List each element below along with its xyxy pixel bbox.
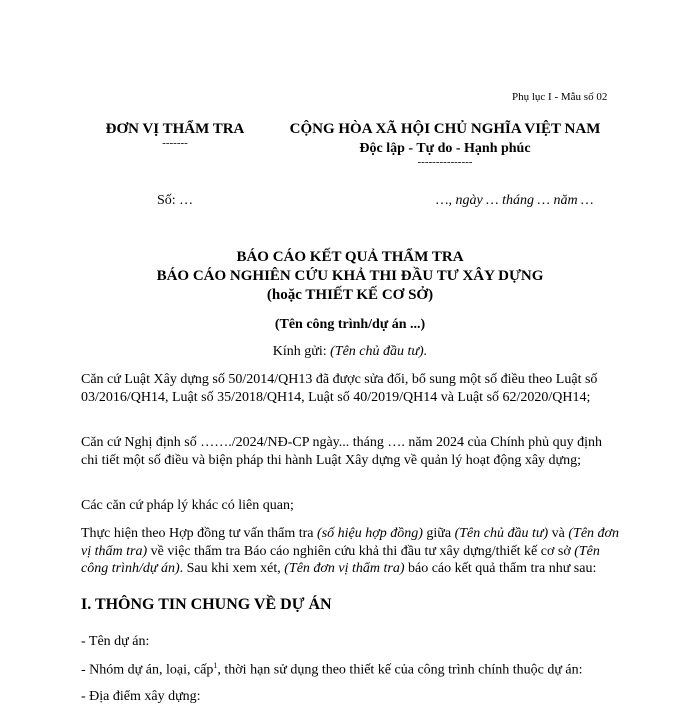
- report-title-line-2: BÁO CÁO NGHIÊN CỨU KHẢ THI ĐẦU TƯ XÂY DỰNG: [156, 268, 544, 284]
- contract-text-5: . Sau khi xem xét,: [179, 561, 285, 576]
- item-project-group: [81, 661, 583, 679]
- issuing-org-block: [80, 120, 270, 147]
- recipient-label: Kính gửi:: [272, 344, 331, 359]
- country-name: CỘNG HÒA XÃ HỘI CHỦ NGHĨA VIỆT NAM: [289, 121, 601, 137]
- contract-paragraph: [81, 525, 621, 578]
- national-motto: Độc lập - Tự do - Hạnh phúc: [359, 141, 531, 156]
- section-heading-general-info: I. THÔNG TIN CHUNG VỀ DỰ ÁN: [81, 596, 332, 613]
- project-name: (Tên công trình/dự án ...): [274, 317, 426, 332]
- motto-divider: ---------------: [417, 156, 473, 168]
- recipient-value: (Tên chủ đầu tư).: [330, 344, 428, 359]
- project-placeholder: (Tên công trình/dự án): [81, 543, 600, 576]
- document-number: Số: …: [157, 193, 194, 208]
- contract-text-6: báo cáo kết quả thẩm tra như sau:: [404, 561, 597, 576]
- issuing-org-divider: -------: [162, 137, 188, 149]
- document-date: …, ngày … tháng … năm …: [436, 193, 594, 208]
- appraiser-placeholder-2: (Tên đơn vị thẩm tra): [284, 561, 405, 576]
- item-location: - Địa điểm xây dựng:: [81, 689, 201, 704]
- appraiser-placeholder: (Tên đơn vị thẩm tra): [81, 526, 620, 559]
- footnote-marker: 1: [213, 661, 218, 670]
- recipient-line: [80, 344, 620, 360]
- issuing-org-name: ĐƠN VỊ THẨM TRA: [105, 121, 245, 137]
- investor-placeholder: (Tên chủ đầu tư): [454, 526, 549, 541]
- report-title: [80, 248, 620, 305]
- report-title-line-1: BÁO CÁO KẾT QUẢ THẨM TRA: [236, 249, 464, 265]
- contract-text-2: giữa: [422, 526, 455, 541]
- item-project-group-text-1: - Nhóm dự án, loại, cấp: [81, 662, 214, 678]
- contract-text-4: về việc thẩm tra Báo cáo nghiên cứu khả thi đầu tư xây dựng/thiết kế cơ sở: [147, 543, 575, 559]
- item-project-name: - Tên dự án:: [81, 634, 150, 649]
- report-title-line-3: (hoặc THIẾT KẾ CƠ SỞ): [266, 287, 434, 303]
- contract-text-1: Thực hiện theo Hợp đồng tư vấn thẩm tra: [81, 526, 318, 541]
- item-project-group-text-2: , thời hạn sử dụng theo thiết kế của công trình chính thuộc dự án:: [217, 662, 583, 678]
- national-header-block: [286, 120, 604, 166]
- legal-basis-decree: Căn cứ Nghị định số ……./2024/NĐ-CP ngày... tháng …. năm 2024 của Chính phủ quy định chi tiết một số điều và biện pháp thi hành Luật Xây dựng về quản lý hoạt động xây dựng;: [81, 435, 603, 468]
- legal-basis-other: Các căn cứ pháp lý khác có liên quan;: [81, 498, 294, 513]
- contract-text-3: và: [548, 526, 569, 541]
- legal-basis-law: Căn cứ Luật Xây dựng số 50/2014/QH13 đã được sửa đổi, bổ sung một số điều theo Luật số 03/2016/QH14, Luật số 35/2018/QH14, Luật số 40/2019/QH14 và Luật số 62/2020/QH14;: [81, 372, 598, 405]
- appendix-label: Phụ lục I - Mẫu số 02: [512, 91, 608, 103]
- contract-number-placeholder: (số hiệu hợp đồng): [317, 526, 423, 541]
